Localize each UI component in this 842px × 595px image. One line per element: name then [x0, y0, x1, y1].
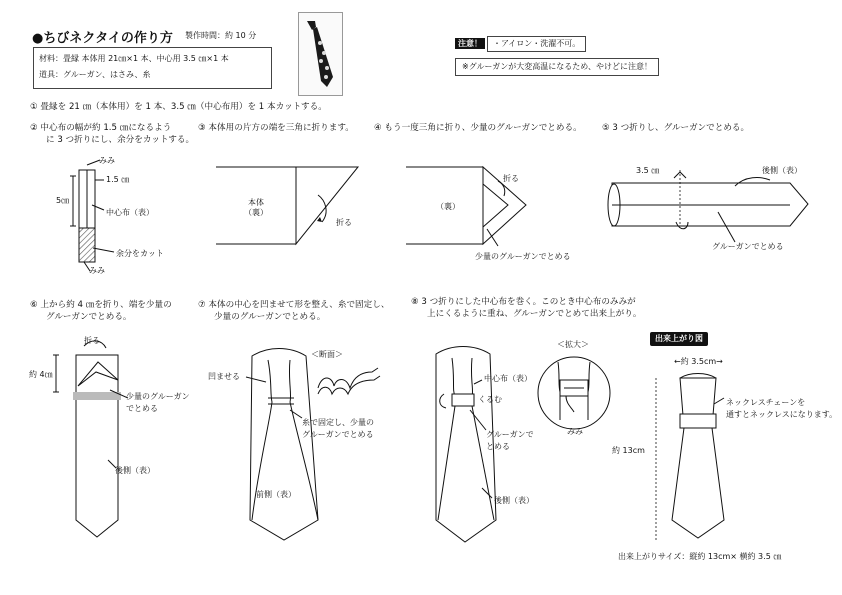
- step-2-line2: に 3 つ折りにし、余分をカットする。: [46, 135, 195, 145]
- label-fold-step6: 折る: [84, 336, 100, 345]
- label-section: ＜断面＞: [311, 350, 343, 359]
- label-zoom: ＜拡大＞: [557, 340, 589, 349]
- label-width-1-5: 1.5 ㎝: [106, 175, 130, 184]
- step-6-line1: ⑥ 上から約 4 ㎝を折り、端を少量の: [30, 300, 172, 310]
- label-done-height: 約 13cm: [612, 446, 645, 455]
- label-body-back: 本体 （裏）: [244, 198, 268, 217]
- label-final-size: 出来上がりサイズ：縦約 13cm× 横約 3.5 ㎝: [618, 552, 782, 561]
- label-about-4: 約 4㎝: [29, 370, 53, 379]
- step-5: ⑤ 3 つ折りし、グルーガンでとめる。: [602, 123, 750, 133]
- step3-body-drawing: [216, 167, 358, 244]
- step-3: ③ 本体用の片方の端を三角に折ります。: [198, 123, 354, 133]
- notice-box: ・アイロン・洗濯不可。: [487, 36, 586, 52]
- label-fold-step4: 折る: [503, 174, 519, 183]
- label-necklace-line1: ネックレスチェーンを: [726, 398, 806, 407]
- step-8-line2: 上にくるように重ね、グルーガンでとめて出来上がり。: [427, 309, 642, 319]
- step6-tie-drawing: [53, 341, 128, 537]
- tools-text: 道具：グルーガン、はさみ、糸: [39, 70, 151, 79]
- page-title: ●ちびネクタイの作り方: [32, 31, 173, 46]
- step-7-line1: ⑦ 本体の中心を凹ませて形を整え、糸で固定し、: [198, 300, 390, 310]
- label-thread-line2: グルーガンでとめる: [302, 430, 374, 439]
- warning-box: ※グルーガンが大変高温になるため、やけどに注意！: [455, 58, 659, 76]
- label-done-width: ←約 3.5cm→: [674, 357, 723, 366]
- label-back-side-step6: 後側（表）: [115, 466, 155, 475]
- label-center-front: 中心布（表）: [106, 208, 154, 217]
- label-height-5: 5㎝: [56, 196, 70, 205]
- step-8-line1: ⑧ 3 つ折りにした中心布を巻く。このとき中心布のみみが: [411, 297, 636, 307]
- label-mimi-bottom: みみ: [89, 266, 105, 275]
- finished-title-badge: 出来上がり図: [650, 332, 708, 346]
- label-dent: 凹ませる: [208, 372, 240, 381]
- label-necklace-line2: 通すとネックレスになります。: [726, 410, 838, 419]
- label-front-side: 前側（表）: [256, 490, 296, 499]
- label-back-side-step8: 後側（表）: [494, 496, 534, 505]
- step-4: ④ もう一度三角に折り、少量のグルーガンでとめる。: [374, 123, 582, 133]
- step-7-line2: 少量のグルーガンでとめる。: [214, 312, 326, 322]
- label-wrap: くるむ: [478, 395, 502, 404]
- label-center-step8: 中心布（表）: [484, 374, 532, 383]
- step-6-line2: グルーガンでとめる。: [46, 312, 132, 322]
- step7-tie-drawing: [246, 349, 380, 541]
- finished-tie-drawing: [656, 374, 724, 541]
- bullet-dot: ●: [32, 31, 44, 46]
- step5-strip-drawing: [608, 170, 808, 242]
- label-thread-line1: 糸で固定し、少量の: [302, 418, 374, 427]
- step-2-line1: ② 中心布の幅が約 1.5 ㎝になるよう: [30, 123, 172, 133]
- label-glue6-line1: 少量のグルーガン: [126, 392, 190, 401]
- production-time: 製作時間：約 10 分: [185, 31, 257, 40]
- label-glue8-line1: グルーガンで: [486, 430, 534, 439]
- notice-badge: 注意！: [455, 38, 485, 49]
- label-glue-fix: グルーガンでとめる: [712, 242, 784, 251]
- label-cut-excess: 余分をカット: [116, 249, 164, 258]
- label-glue8-line2: とめる: [486, 442, 510, 451]
- label-fold-step3: 折る: [336, 218, 352, 227]
- label-glue-small: 少量のグルーガンでとめる: [475, 252, 571, 261]
- label-mimi-step8: みみ: [567, 427, 583, 436]
- label-glue6-line2: でとめる: [126, 404, 158, 413]
- label-back-side-step5: 後側（表）: [762, 166, 802, 175]
- label-width-3-5: 3.5 ㎝: [636, 166, 660, 175]
- label-back-step4: （裏）: [436, 202, 460, 211]
- step-1: ① 畳縁を 21 ㎝（本体用）を 1 本、3.5 ㎝（中心布用）を 1 本カットする。: [30, 102, 327, 112]
- materials-text: 材料：畳縁 本体用 21㎝×1 本、中心用 3.5 ㎝×1 本: [39, 54, 229, 63]
- label-mimi-top: みみ: [99, 156, 115, 165]
